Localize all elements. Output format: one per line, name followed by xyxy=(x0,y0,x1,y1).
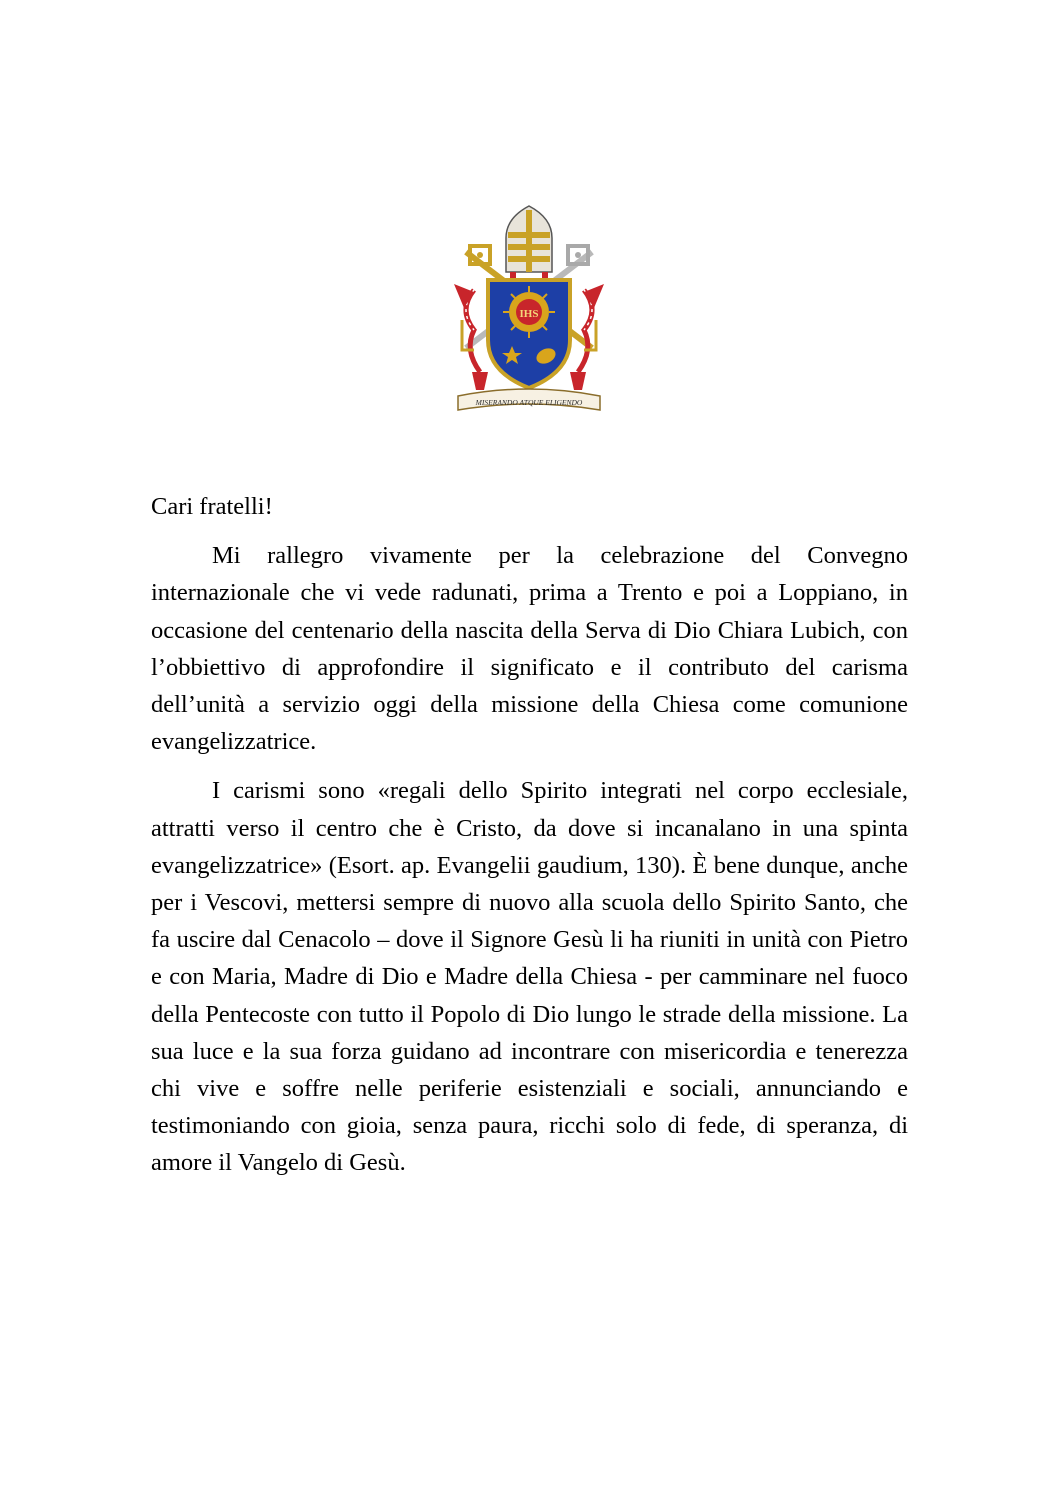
salutation: Cari fratelli! xyxy=(151,493,273,520)
paragraph-2: I carismi sono «regali dello Spirito integrati nel corpo ecclesiale, attratti verso il centro che è Cristo, da dove si incanalano in una spinta evangelizzatrice» (Esort. ap. Evangelii gaudium, 130). È bene dunque, anche per i Vescovi, mettersi sempre di nuovo alla scuola dello Spirito Santo, che fa uscire dal Cenacolo – dove il Signore Gesù li ha riuniti in unità con Pietro e con Maria, Madre di Dio e Madre della Chiesa - per camminare nel fuoco della Pentecoste con tutto il Popolo di Dio lungo le strade della missione. La sua luce e la sua forza guidano ad incontrare con misericordia e tenerezza chi vive e soffre nelle periferie esistenziali e sociali, annunciando e testimoniando con gioia, senza paura, ricchi solo di fede, di speranza, di amore il Vangelo di Gesù. xyxy=(151,777,908,1177)
paragraph-1: Mi rallegro vivamente per la celebrazione del Convegno internazionale che vi vede radunati, prima a Trento e poi a Loppiano, in occasione del centenario della nascita della Serva di Dio Chiara Lubich, con l’obbiettivo di approfondire il significato e il contributo del carisma dell’unità a servizio oggi della missione della Chiesa come comunione evangelizzatrice. xyxy=(151,542,908,756)
shield xyxy=(488,280,570,388)
motto-ribbon xyxy=(458,389,600,410)
svg-text:IHS: IHS xyxy=(519,308,539,320)
letter-body xyxy=(151,488,908,1194)
papal-coat-of-arms xyxy=(444,200,614,418)
motto-text: MISERANDO ATQUE ELIGENDO xyxy=(475,398,583,407)
